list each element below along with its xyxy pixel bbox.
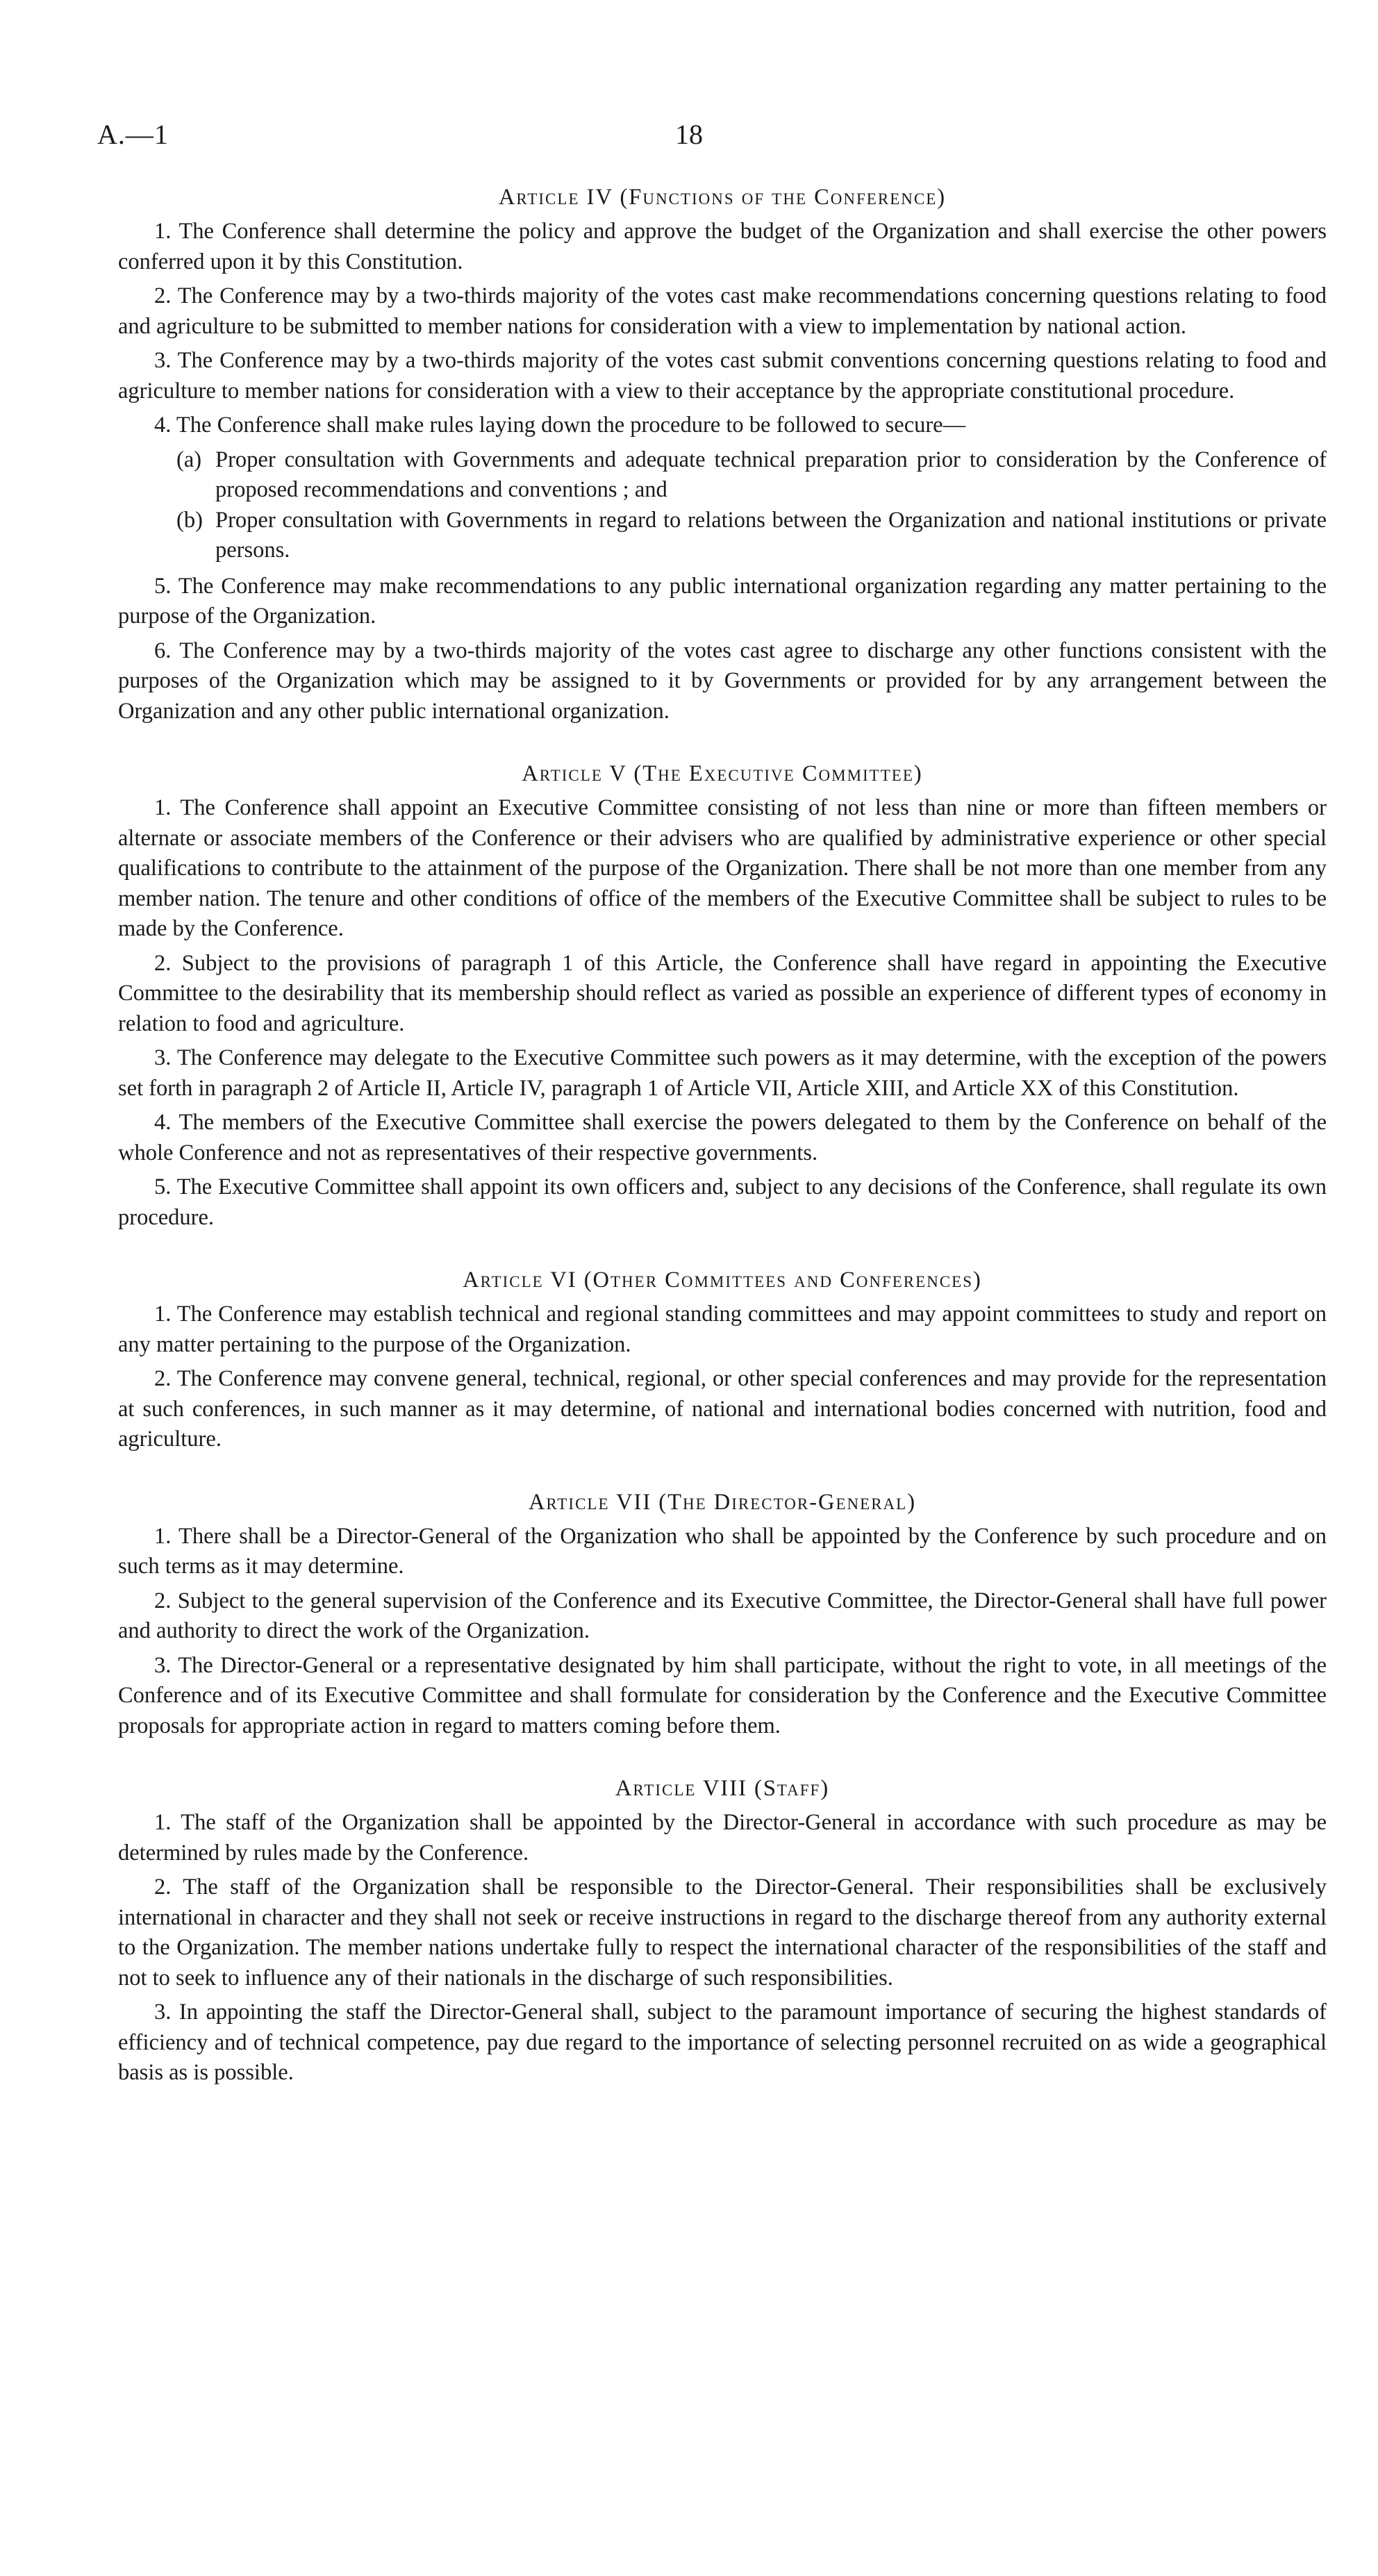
paragraph: 4. The Conference shall make rules laying down the procedure to be followed to secure— [154,413,966,438]
clause-item [176,506,1327,566]
article-heading: Article IV (Functions of the Conference) [498,185,947,210]
page-reference: A.—1 [97,119,169,150]
article-heading: Article VII (The Director-General) [528,1489,917,1515]
paragraph: 6. The Conference may by a two-thirds majority of the votes cast agree to discharge any other functions consistent with the purposes of the Organization which may be assigned to it by Governments or provided for by any arrangement between the Organization and any other public international organization. [118,638,1327,724]
article-vi [118,1265,1327,1455]
article-heading: Article V (The Executive Committee) [522,761,923,786]
page-number: 18 [675,119,703,150]
paragraph: 1. The Conference may establish technical and regional standing committees and may appoint committees to study and report on any matter pertaining to the purpose of the Organization. [118,1302,1327,1357]
paragraph: 1. The staff of the Organization shall be appointed by the Director-General in accordance with such procedure as may be determined by rules made by the Conference. [118,1810,1327,1865]
paragraph: 3. In appointing the staff the Director-General shall, subject to the paramount importance of securing the highest standards of efficiency and of technical competence, pay due regard to the importance of selecting personnel recruited on as wide a geographical basis as is possible. [118,2000,1327,2085]
clause-text: Proper consultation with Governments in regard to relations between the Organization and national institutions or private persons. [215,507,1327,563]
paragraph: 3. The Conference may by a two-thirds majority of the votes cast submit conventions concerning questions relating to food and agriculture to member nations for consideration with a view to their acceptance by the appropriate constitutional procedure. [118,348,1327,404]
clause-item [176,445,1327,506]
clause-marker: (a) [176,447,202,472]
article-viii [118,1773,1327,2088]
clause-text: Proper consultation with Governments and adequate technical preparation prior to consideration by the Conference of proposed recommendations and conventions ; and [215,447,1327,502]
article-vii [118,1487,1327,1742]
paragraph: 2. Subject to the provisions of paragraph 1 of this Article, the Conference shall have regard in appointing the Executive Committee to the desirability that its membership should reflect as varied as possible an experience of different types of economy in relation to food and agriculture. [118,950,1327,1036]
running-header [97,118,1281,160]
paragraph: 3. The Director-General or a representative designated by him shall participate, without the right to vote, in all meetings of the Conference and of its Executive Committee and shall formulate for consideration by the Conference and the Executive Committee proposals for appropriate action in regard to matters coming before them. [118,1652,1327,1738]
paragraph: 1. The Conference shall determine the policy and approve the budget of the Organization and shall exercise the other powers conferred upon it by this Constitution. [118,219,1327,274]
article-heading: Article VI (Other Committees and Conferences) [463,1268,982,1293]
paragraph: 5. The Conference may make recommendations to any public international organization regarding any matter pertaining to the purpose of the Organization. [118,573,1327,629]
paragraph: 2. The Conference may by a two-thirds majority of the votes cast make recommendations concerning questions relating to food and agriculture to be submitted to member nations for consideration with a view to implementation by national action. [118,283,1327,339]
clause-marker: (b) [176,507,203,533]
clause-list [118,445,1327,566]
article-iv [118,182,1327,726]
paragraph: 1. The Conference shall appoint an Executive Committee consisting of not less than nine or more than fifteen members or alternate or associate members of the Conference or their advisers who are qualified by administrative experience or other special qualifications to contribute to the attainment of the purpose of the Organization. There shall be not more than one member from any member nation. The tenure and other conditions of office of the members of the Executive Committee shall be subject to rules to be made by the Conference. [118,795,1327,941]
article-v [118,758,1327,1233]
paragraph: 2. The Conference may convene general, technical, regional, or other special conferences and may provide for the representation at such conferences, in such manner as it may determine, of national and international bodies concerned with nutrition, food and agriculture. [118,1366,1327,1452]
paragraph: 5. The Executive Committee shall appoint its own officers and, subject to any decisions of the Conference, shall regulate its own procedure. [118,1174,1327,1230]
paragraph: 2. The staff of the Organization shall be responsible to the Director-General. Their responsibilities shall be exclusively international in character and they shall not seek or receive instructions in regard to the discharge thereof from any authority external to the Organization. The member nations undertake fully to respect the international character of the responsibilities of the staff and not to seek to influence any of their nationals in the discharge of such responsibilities. [118,1875,1327,1991]
paragraph: 4. The members of the Executive Committee shall exercise the powers delegated to them by the Conference on behalf of the whole Conference and not as representatives of their respective governments. [118,1110,1327,1165]
paragraph: 1. There shall be a Director-General of the Organization who shall be appointed by the Conference by such procedure and on such terms as it may determine. [118,1523,1327,1579]
article-heading: Article VIII (Staff) [615,1776,830,1801]
paragraph: 3. The Conference may delegate to the Executive Committee such powers as it may determine, with the exception of the powers set forth in paragraph 2 of Article II, Article IV, paragraph 1 of Article VII, Article XIII, and Article XX of this Constitution. [118,1045,1327,1101]
paragraph: 2. Subject to the general supervision of the Conference and its Executive Committee, the Director-General shall have full power and authority to direct the work of the Organization. [118,1588,1327,1643]
document-body [118,182,1327,2093]
